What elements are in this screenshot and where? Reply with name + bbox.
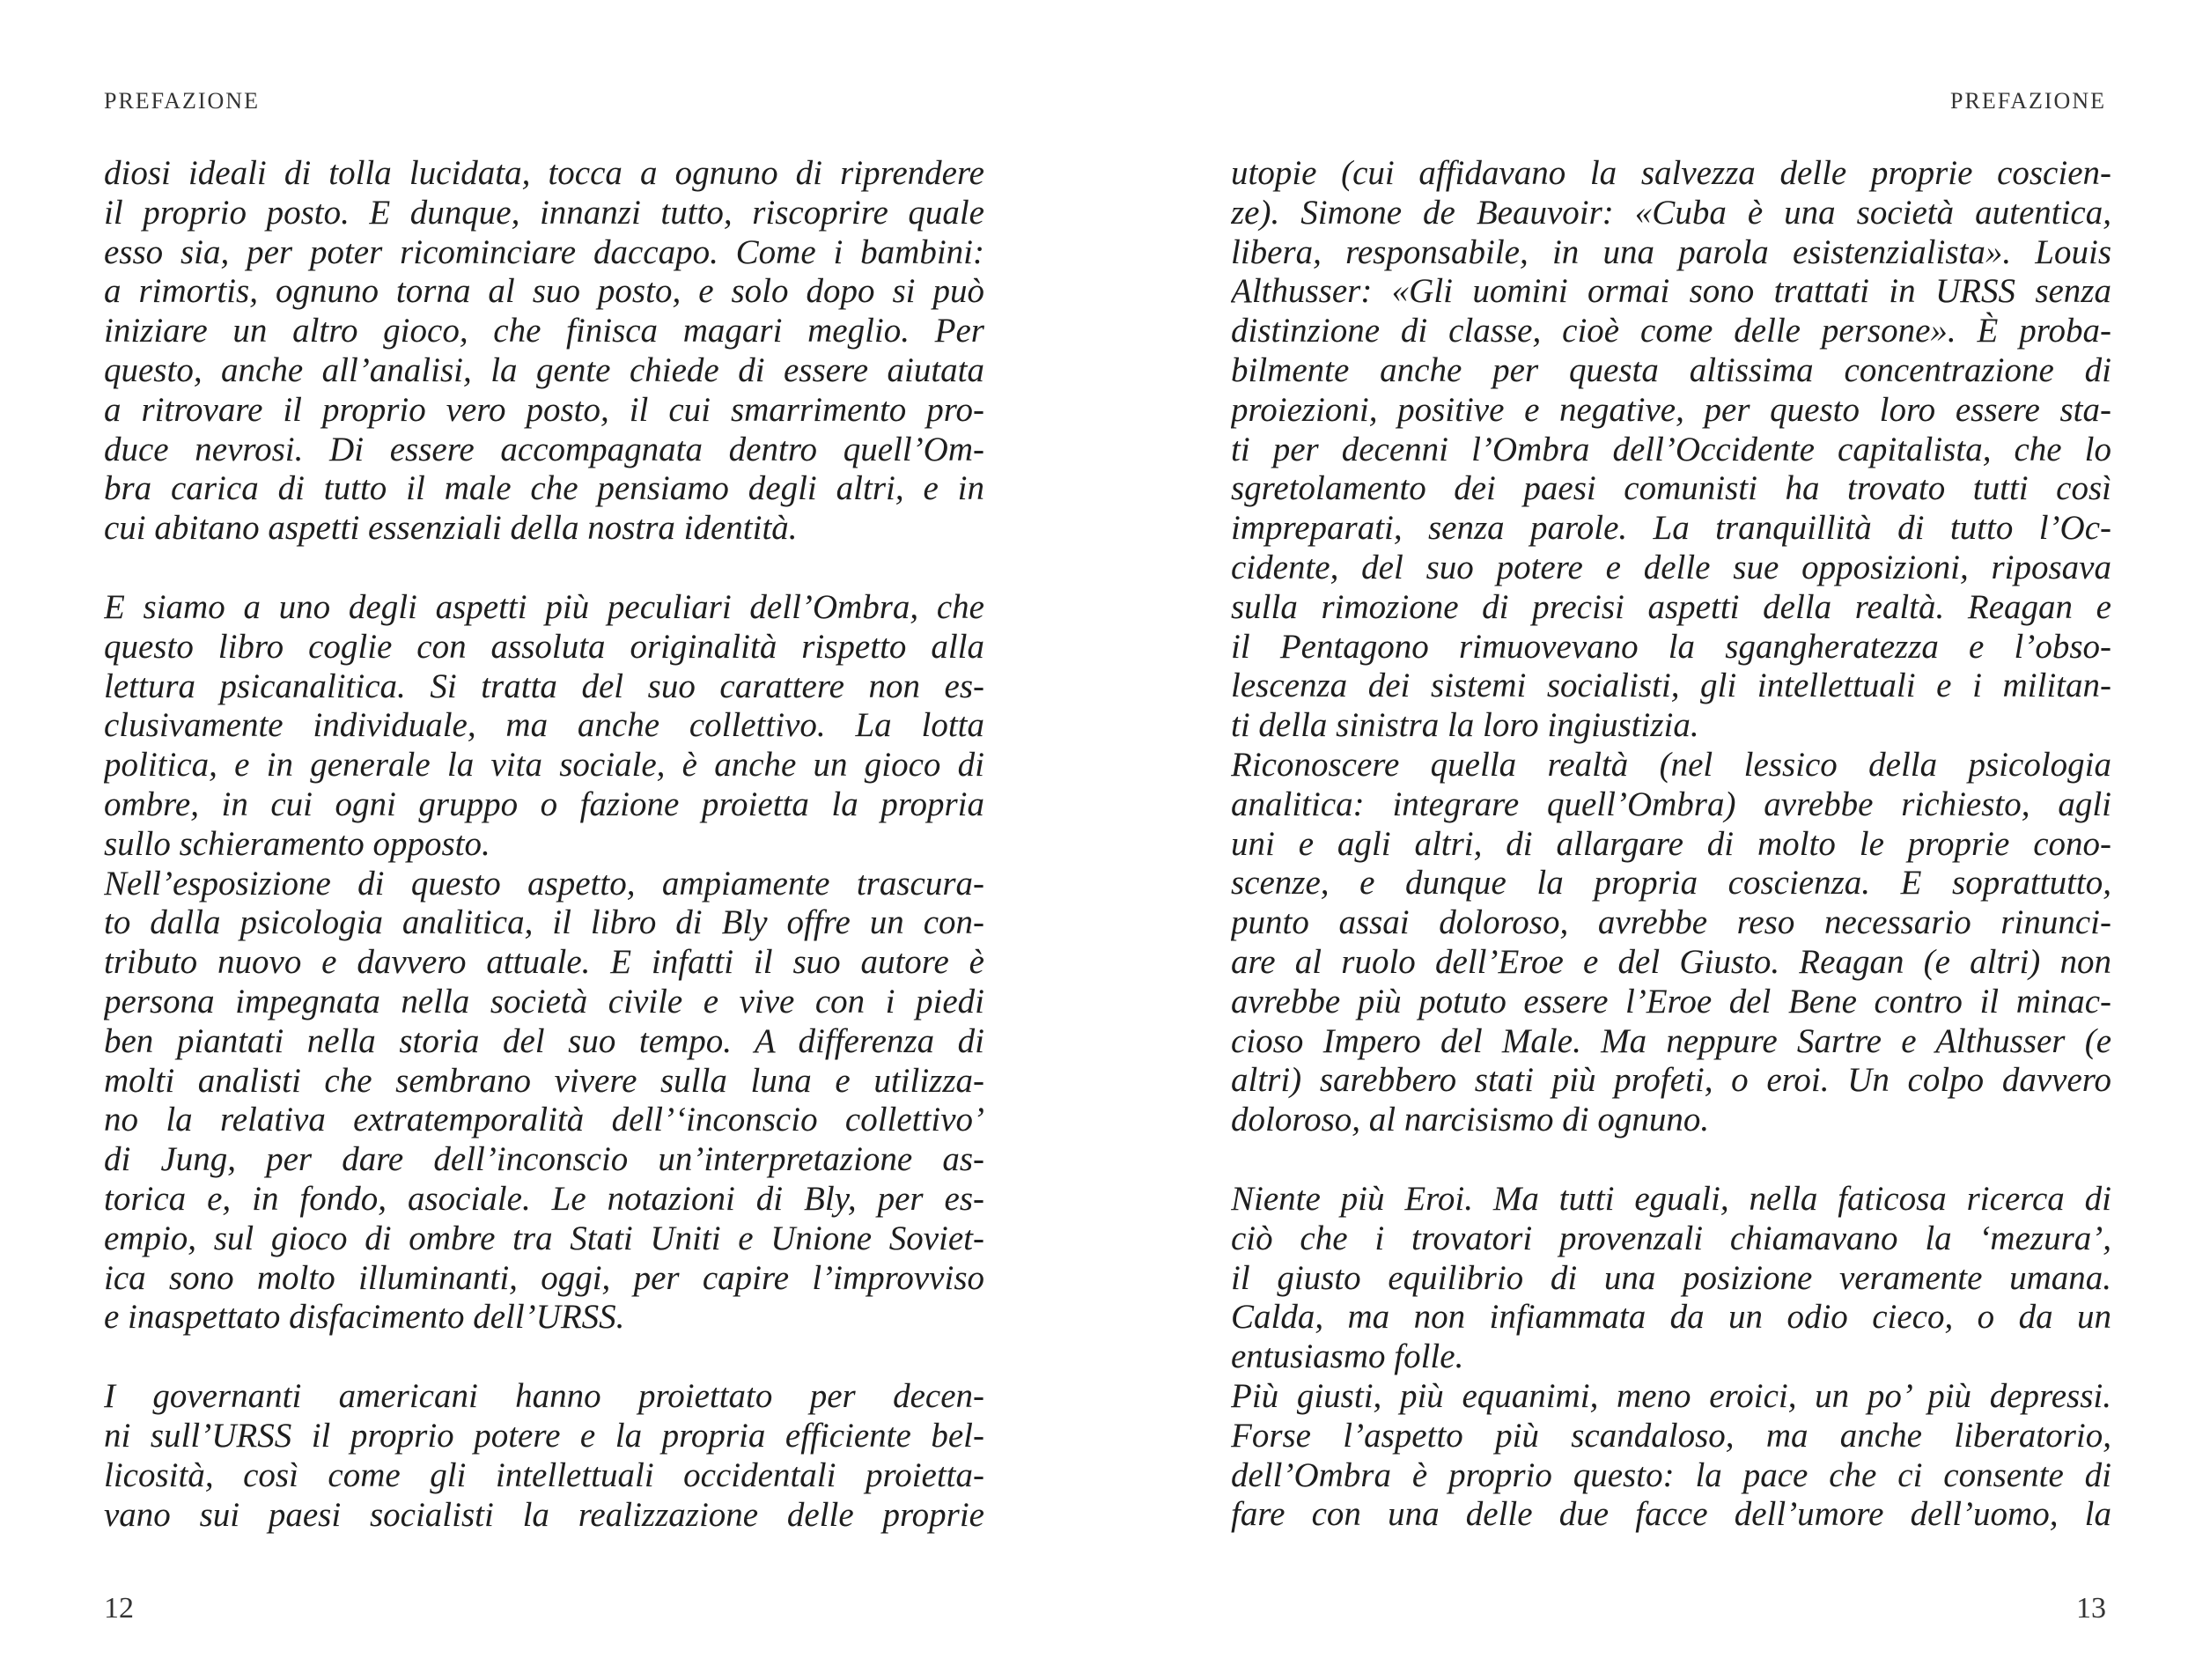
text-line: questo libro coglie con assoluta originalità rispetto alla: [104, 627, 984, 666]
text-line: ombre, in cui ogni gruppo o fazione proietta la propria: [104, 785, 984, 823]
text-line: tributo nuovo e davvero attuale. E infatti il suo autore è: [104, 943, 984, 982]
text-line: are al ruolo dell’Eroe e del Giusto. Reagan (e altri) non: [1231, 942, 2111, 981]
text-line: Althusser: «Gli uomini ormai sono trattati in URSS senza: [1231, 272, 2111, 311]
text-line: a rimortis, ognuno torna al suo posto, e solo dopo si può: [104, 272, 984, 311]
text-line: altri) sarebbero stati più profeti, o eroi. Un colpo davvero: [1231, 1061, 2111, 1100]
text-line: Niente più Eroi. Ma tutti eguali, nella faticosa ricerca di: [1231, 1179, 2111, 1218]
text-line: E siamo a uno degli aspetti più peculiari dell’Ombra, che: [104, 587, 984, 626]
body-text: [104, 154, 984, 1535]
text-line: ti della sinistra la loro ingiustizia.: [1231, 706, 1699, 745]
text-line: persona impegnata nella società civile e vive con i piedi: [104, 982, 984, 1021]
text-line: bilmente anche per questa altissima concentrazione di: [1231, 350, 2111, 389]
text-line: ti per decenni l’Ombra dell’Occidente capitalista, che lo: [1231, 430, 2111, 468]
text-line: analitica: integrare quell’Ombra) avrebbe richiesto, agli: [1231, 785, 2111, 823]
text-line: Riconoscere quella realtà (nel lessico della psicologia: [1231, 745, 2111, 784]
text-line: e inaspettato disfacimento dell’URSS.: [104, 1298, 625, 1337]
text-line: libera, responsabile, in una parola esistenzialista». Louis: [1231, 232, 2111, 271]
text-line: punto assai doloroso, avrebbe reso necessario rinunci-: [1231, 903, 2111, 942]
text-line: clusivamente individuale, ma anche collettivo. La lotta: [104, 706, 984, 745]
text-line: no la relativa extratemporalità dell’‘inconscio collettivo’: [104, 1101, 984, 1139]
body-text: [1231, 154, 2111, 1535]
paragraph: [1231, 154, 2111, 746]
text-line: di Jung, per dare dell’inconscio un’interpretazione as-: [104, 1140, 984, 1179]
text-line: questo, anche all’analisi, la gente chiede di essere aiutata: [104, 350, 984, 389]
text-line: ben piantati nella storia del suo tempo. A differenza di: [104, 1021, 984, 1060]
running-head: PREFAZIONE: [104, 88, 260, 114]
paragraph: [104, 588, 984, 865]
text-line: dell’Ombra è proprio questo: la pace che ci consente di: [1231, 1455, 2111, 1494]
text-line: Più giusti, più equanimi, meno eroici, un po’ più depressi.: [1231, 1376, 2111, 1415]
text-line: cui abitano aspetti essenziali della nostra identità.: [104, 509, 798, 548]
text-line: lescenza dei sistemi socialisti, gli intellettuali e i militan-: [1231, 667, 2111, 705]
text-line: politica, e in generale la vita sociale, è anche un gioco di: [104, 746, 984, 785]
text-line: doloroso, al narcisismo di ognuno.: [1231, 1101, 1710, 1139]
paragraph: [104, 1377, 984, 1535]
text-line: proiezioni, positive e negative, per questo loro essere sta-: [1231, 390, 2111, 429]
text-line: scenze, e dunque la propria coscienza. E soprattutto,: [1231, 864, 2111, 903]
text-line: sgretolamento dei paesi comunisti ha trovato tutti così: [1231, 469, 2111, 508]
text-line: sulla rimozione di precisi aspetti della realtà. Reagan e: [1231, 587, 2111, 626]
paragraph: [104, 865, 984, 1338]
running-head: PREFAZIONE: [1950, 88, 2106, 114]
text-line: ni sull’URSS il proprio potere e la propria efficiente bel-: [104, 1416, 984, 1455]
text-line: a ritrovare il proprio vero posto, il cui smarrimento pro-: [104, 390, 984, 429]
text-line: il Pentagono rimuovevano la sgangheratezza e l’obso-: [1231, 627, 2111, 666]
page-number: 12: [104, 1592, 134, 1625]
text-line: sullo schieramento opposto.: [104, 824, 490, 863]
text-line: il proprio posto. E dunque, innanzi tutto, riscoprire quale: [104, 193, 984, 232]
text-line: avrebbe più potuto essere l’Eroe del Bene contro il minac-: [1231, 982, 2111, 1021]
text-line: duce nevrosi. Di essere accompagnata dentro quell’Om-: [104, 430, 984, 468]
text-line: fare con una delle due facce dell’umore dell’uomo, la: [1231, 1495, 2111, 1534]
text-line: iniziare un altro gioco, che finisca magari meglio. Per: [104, 312, 984, 350]
text-line: esso sia, per poter ricominciare daccapo. Come i bambini:: [104, 232, 984, 271]
right-page: [1105, 0, 2210, 1680]
paragraph: [104, 154, 984, 549]
text-line: ciò che i trovatori provenzali chiamavano la ‘mezura’,: [1231, 1219, 2111, 1257]
paragraph: [1231, 1180, 2111, 1377]
text-line: empio, sul gioco di ombre tra Stati Uniti e Unione Soviet-: [104, 1219, 984, 1257]
text-line: bra carica di tutto il male che pensiamo degli altri, e in: [104, 469, 984, 508]
text-line: torica e, in fondo, asociale. Le notazioni di Bly, per es-: [104, 1179, 984, 1218]
text-line: il giusto equilibrio di una posizione veramente umana.: [1231, 1258, 2111, 1297]
text-line: Forse l’aspetto più scandaloso, ma anche liberatorio,: [1231, 1416, 2111, 1455]
text-line: entusiasmo folle.: [1231, 1337, 1464, 1376]
text-line: cioso Impero del Male. Ma neppure Sartre e Althusser (e: [1231, 1021, 2111, 1060]
text-line: molti analisti che sembrano vivere sulla luna e utilizza-: [104, 1061, 984, 1100]
text-line: ica sono molto illuminanti, oggi, per capire l’improvviso: [104, 1258, 984, 1297]
text-line: I governanti americani hanno proiettato per decen-: [104, 1377, 984, 1416]
text-line: utopie (cui affidavano la salvezza delle proprie coscien-: [1231, 154, 2111, 192]
text-line: vano sui paesi socialisti la realizzazione delle proprie: [104, 1495, 984, 1534]
text-line: distinzione di classe, cioè come delle persone». È proba-: [1231, 312, 2111, 350]
text-line: Calda, ma non infiammata da un odio cieco, o da un: [1231, 1298, 2111, 1337]
text-line: licosità, così come gli intellettuali occidentali proietta-: [104, 1455, 984, 1494]
text-line: Nell’esposizione di questo aspetto, ampiamente trascura-: [104, 864, 984, 903]
text-line: cidente, del suo potere e delle sue opposizioni, riposava: [1231, 548, 2111, 586]
paragraph: [1231, 746, 2111, 1140]
text-line: uni e agli altri, di allargare di molto le proprie cono-: [1231, 824, 2111, 863]
paragraph: [1231, 1377, 2111, 1535]
page-number: 13: [2076, 1592, 2106, 1625]
text-line: to dalla psicologia analitica, il libro di Bly offre un con-: [104, 903, 984, 942]
text-line: ze). Simone de Beauvoir: «Cuba è una società autentica,: [1231, 193, 2111, 232]
text-line: lettura psicanalitica. Si tratta del suo carattere non es-: [104, 667, 984, 705]
text-line: impreparati, senza parole. La tranquillità di tutto l’Oc-: [1231, 509, 2111, 548]
text-line: diosi ideali di tolla lucidata, tocca a ognuno di riprendere: [104, 154, 984, 192]
